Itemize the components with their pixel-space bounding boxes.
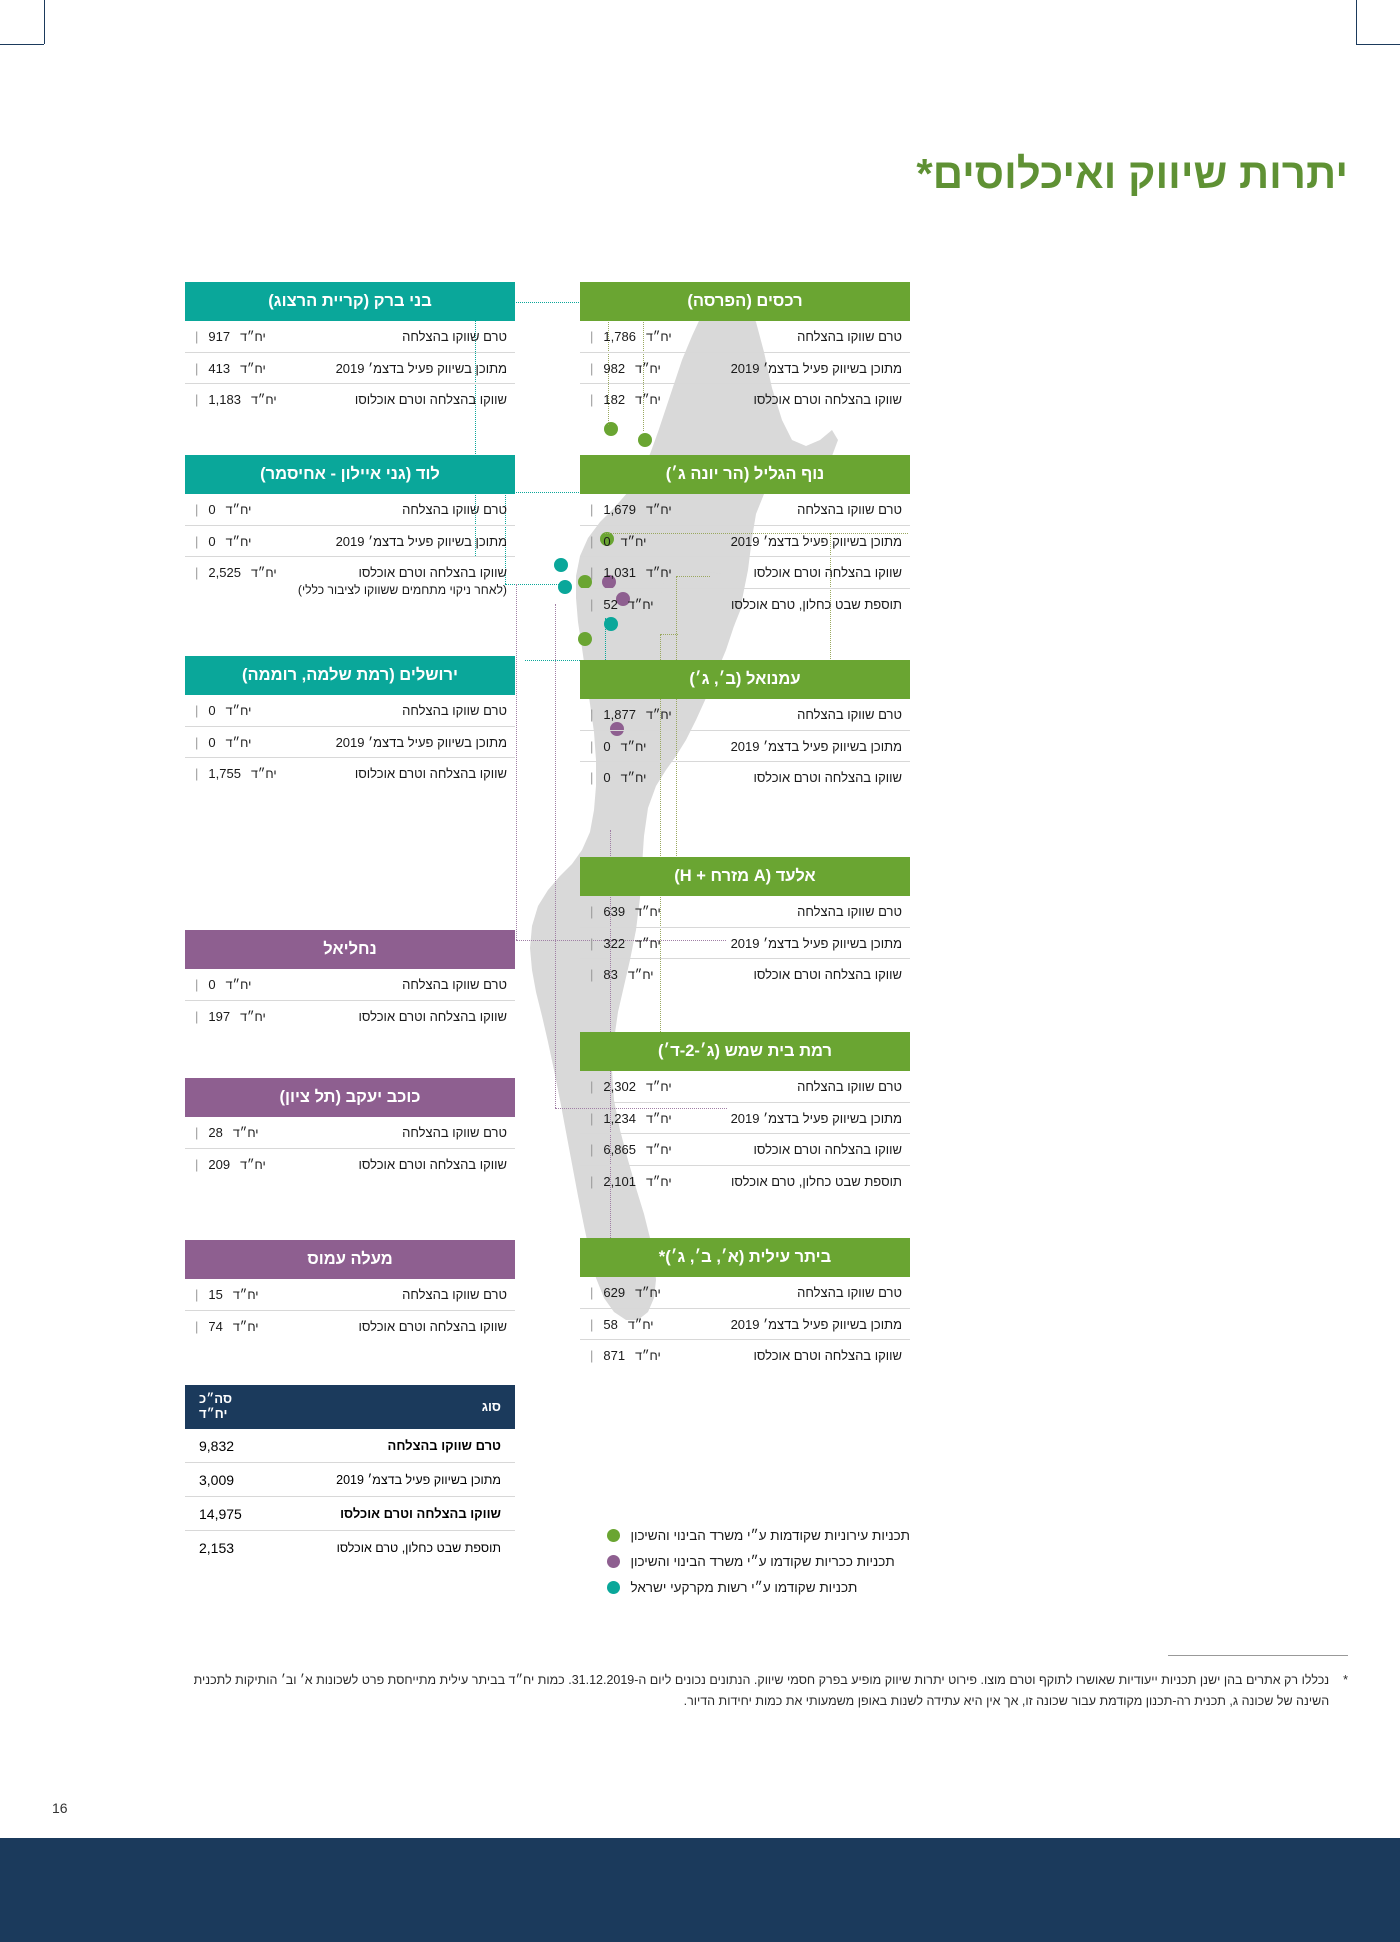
row-unit: יח״ד (250, 393, 277, 408)
card-title: אלעד (A מזרח + H) (580, 857, 910, 896)
row-label: שווקו בהצלחה וטרם אוכלסו (358, 565, 507, 581)
row-separator: | (590, 1316, 594, 1332)
card-title: נוף הגליל (הר יונה ג׳) (580, 455, 910, 494)
card-row (580, 589, 910, 620)
row-separator: | (590, 565, 594, 581)
row-label: תוספת שבט כחלון, טרם אוכלסו (731, 597, 902, 613)
row-number: 1,877 (603, 706, 636, 722)
row-separator: | (195, 976, 199, 992)
map-dot-nof-hagalil (638, 433, 652, 447)
row-separator: | (195, 1008, 199, 1024)
card-lod (185, 455, 515, 604)
row-value (584, 935, 661, 953)
card-nof-hagalil (580, 455, 910, 620)
row-unit: יח״ד (240, 1009, 266, 1024)
card-row (185, 758, 515, 789)
row-number: 15 (208, 1286, 223, 1302)
card-row (580, 494, 910, 526)
summary-header-total-line1: סה״כ (199, 1391, 233, 1406)
card-title: רמת בית שמש (ג׳-2-ד׳) (580, 1032, 910, 1071)
card-row (580, 1166, 910, 1197)
card-row (185, 384, 515, 415)
row-label: תוספת שבט כחלון, טרם אוכלסו (731, 1174, 902, 1190)
row-label: מתוכן בשיווק פעיל בדצמ׳ 2019 (730, 738, 902, 754)
row-label: טרם שווקו בהצלחה (402, 501, 507, 517)
row-number: 917 (208, 328, 231, 344)
row-value (584, 1284, 661, 1302)
card-elad (580, 857, 910, 990)
row-number: 0 (208, 501, 216, 517)
card-row (580, 762, 910, 793)
row-unit: יח״ד (645, 707, 672, 722)
row-unit: יח״ד (232, 1319, 259, 1334)
row-number: 413 (208, 360, 231, 376)
crop-mark-top-left-h (0, 44, 44, 45)
row-number: 58 (603, 1316, 618, 1332)
row-label: שווקו בהצלחה וטרם אוכלסו (753, 1348, 902, 1364)
row-label: טרם שווקו בהצלחה (402, 976, 507, 992)
row-separator: | (195, 1318, 199, 1334)
row-label: טרם שווקו בהצלחה (402, 702, 507, 718)
card-row (185, 695, 515, 727)
card-title: עמנואל (ב׳, ג׳) (580, 660, 910, 699)
row-value (584, 903, 661, 921)
row-separator: | (195, 533, 199, 549)
footer-bar (0, 1838, 1400, 1942)
row-value (189, 328, 266, 346)
card-nachliel (185, 930, 515, 1031)
map-dot-lod (558, 580, 572, 594)
row-value (189, 1318, 259, 1336)
summary-row-label: שווקו בהצלחה וטרם אוכלסו (340, 1506, 501, 1522)
footnote-divider (1168, 1655, 1348, 1656)
row-value (189, 765, 277, 783)
row-label: טרם שווקו בהצלחה (797, 501, 902, 517)
footnote (158, 1655, 1348, 1713)
row-number: 52 (603, 597, 618, 613)
crop-mark-top-right (1356, 0, 1357, 44)
crop-mark-top-right-h (1356, 44, 1400, 45)
row-value (584, 1110, 672, 1128)
map-dot-bnei-brak (554, 558, 568, 572)
summary-header-total-line2: יח״ד (199, 1405, 228, 1421)
row-separator: | (590, 738, 594, 754)
legend-item (607, 1528, 910, 1543)
row-sublabel: (לאחר ניקוי מתחמים ששווקו לציבור כללי) (297, 582, 507, 597)
row-value (189, 564, 277, 582)
row-unit: יח״ד (635, 361, 661, 376)
row-unit: יח״ד (620, 771, 647, 786)
row-value (189, 1008, 266, 1026)
card-title: רכסים (הפרסה) (580, 282, 910, 321)
card-row (185, 353, 515, 385)
card-row (580, 699, 910, 731)
row-label: מתוכן בשיווק פעיל בדצמ׳ 2019 (730, 1110, 902, 1126)
card-row (580, 1134, 910, 1166)
connector-nachliel-v (516, 584, 517, 940)
row-label: טרם שווקו בהצלחה (797, 1078, 902, 1094)
row-number: 2,101 (603, 1174, 636, 1190)
row-label: שווקו בהצלחה וטרם אוכלסו (753, 967, 902, 983)
card-title: מעלה עמוס (185, 1240, 515, 1279)
row-label-wrap (277, 564, 511, 598)
row-value (584, 738, 646, 756)
summary-header (185, 1385, 515, 1429)
summary-row-label: טרם שווקו בהצלחה (387, 1438, 501, 1454)
row-value (584, 596, 654, 614)
row-unit: יח״ד (645, 1175, 672, 1190)
row-unit: יח״ד (645, 1111, 672, 1126)
row-number: 182 (603, 392, 626, 408)
row-separator: | (590, 501, 594, 517)
row-separator: | (195, 702, 199, 718)
card-kochav-yaakov (185, 1078, 515, 1179)
card-row (580, 1071, 910, 1103)
row-separator: | (195, 392, 199, 408)
row-separator: | (590, 328, 594, 344)
card-row (580, 353, 910, 385)
footnote-marker: * (1343, 1673, 1348, 1687)
summary-header-type: סוג (481, 1399, 501, 1415)
row-separator: | (590, 1078, 594, 1094)
row-unit: יח״ד (225, 534, 252, 549)
row-separator: | (590, 1174, 594, 1190)
row-number: 6,865 (603, 1142, 636, 1158)
row-number: 1,234 (603, 1110, 636, 1126)
row-label: מתוכן בשיווק פעיל בדצמ׳ 2019 (730, 533, 902, 549)
row-label: שווקו בהצלחה וטרם אוכלוסו (354, 766, 507, 782)
card-row (580, 959, 910, 990)
card-title: כוכב יעקב (תל ציון) (185, 1078, 515, 1117)
row-unit: יח״ד (627, 968, 654, 983)
row-label: טרם שווקו בהצלחה (797, 1284, 902, 1300)
row-value (189, 976, 251, 994)
legend-dot-green-icon (607, 1529, 620, 1542)
row-unit: יח״ד (645, 1143, 672, 1158)
card-row (580, 1103, 910, 1135)
row-value (584, 706, 672, 724)
row-number: 0 (208, 533, 216, 549)
row-separator: | (590, 1110, 594, 1126)
row-number: 639 (603, 903, 626, 919)
row-separator: | (195, 565, 199, 581)
summary-row-value: 9,832 (199, 1437, 235, 1454)
row-value (584, 769, 646, 787)
summary-table (185, 1385, 515, 1564)
legend-label: תכניות שקודמו ע״י רשות מקרקעי ישראל (630, 1580, 858, 1595)
row-unit: יח״ד (645, 566, 672, 581)
card-title: לוד (גני איילון - אחיסמר) (185, 455, 515, 494)
row-label: מתוכן בשיווק פעיל בדצמ׳ 2019 (335, 360, 507, 376)
summary-row (185, 1497, 515, 1531)
card-row (580, 731, 910, 763)
card-row (580, 1309, 910, 1341)
row-unit: יח״ד (250, 566, 277, 581)
row-separator: | (590, 597, 594, 613)
card-ramat-beit-shemesh (580, 1032, 910, 1197)
summary-row-label: מתוכן בשיווק פעיל בדצמ׳ 2019 (336, 1472, 501, 1487)
page-number: 16 (52, 1800, 68, 1816)
row-value (584, 328, 672, 346)
summary-row-value: 14,975 (199, 1505, 242, 1522)
legend-item (607, 1580, 910, 1595)
row-separator: | (590, 903, 594, 919)
connector-jerusalem-v2 (605, 618, 606, 660)
row-label: טרם שווקו בהצלחה (797, 328, 902, 344)
row-separator: | (590, 706, 594, 722)
row-unit: יח״ד (635, 936, 661, 951)
row-unit: יח״ד (635, 393, 661, 408)
row-value (584, 360, 661, 378)
row-label: שווקו בהצלחה וטרם אוכלסו (358, 1156, 507, 1172)
card-rechasim (580, 282, 910, 415)
row-number: 2,525 (208, 565, 241, 581)
row-number: 83 (603, 967, 618, 983)
row-separator: | (590, 1348, 594, 1364)
summary-row (185, 1463, 515, 1497)
card-row (580, 384, 910, 415)
row-unit: יח״ד (240, 1157, 266, 1172)
row-unit: יח״ד (645, 502, 672, 517)
card-row (185, 1279, 515, 1311)
row-value (189, 734, 251, 752)
row-number: 0 (603, 533, 611, 549)
card-bnei-brak (185, 282, 515, 415)
row-number: 0 (208, 734, 216, 750)
row-label: שווקו בהצלחה וטרם אוכלסו (358, 1318, 507, 1334)
row-value (189, 533, 251, 551)
row-value (189, 1124, 259, 1142)
row-label: שווקו בהצלחה וטרם אוכלסו (358, 1008, 507, 1024)
row-value (584, 1173, 672, 1191)
card-title: בני ברק (קריית הרצוג) (185, 282, 515, 321)
row-label: טרם שווקו בהצלחה (797, 903, 902, 919)
page-title: יתרות שיווק ואיכלוסים* (916, 150, 1348, 197)
row-value (584, 1316, 654, 1334)
card-row (185, 969, 515, 1001)
legend-dot-teal-icon (607, 1581, 620, 1594)
row-separator: | (195, 360, 199, 376)
crop-mark-top-left (44, 0, 45, 44)
row-unit: יח״ד (240, 329, 266, 344)
row-number: 197 (208, 1008, 231, 1024)
card-jerusalem (185, 656, 515, 789)
card-row (185, 1311, 515, 1342)
card-row (580, 526, 910, 558)
row-unit: יח״ד (627, 1317, 654, 1332)
row-value (189, 360, 266, 378)
row-value (584, 1141, 672, 1159)
card-row (185, 1117, 515, 1149)
row-label: שווקו בהצלחה וטרם אוכלסו (753, 770, 902, 786)
card-maale-amos (185, 1240, 515, 1341)
row-number: 871 (603, 1348, 626, 1364)
row-number: 2,302 (603, 1078, 636, 1094)
row-label: מתוכן בשיווק פעיל בדצמ׳ 2019 (730, 935, 902, 951)
row-unit: יח״ד (620, 739, 647, 754)
row-separator: | (590, 1142, 594, 1158)
card-row (185, 557, 515, 604)
row-separator: | (195, 501, 199, 517)
row-unit: יח״ד (620, 534, 647, 549)
row-value (584, 1078, 672, 1096)
row-unit: יח״ד (225, 977, 252, 992)
row-value (189, 702, 251, 720)
row-separator: | (590, 967, 594, 983)
map-dot-ramat-beit-shemesh (578, 632, 592, 646)
map-dot-rechasim (604, 422, 618, 436)
summary-row (185, 1531, 515, 1564)
row-label: שווקו בהצלחה וטרם אוכלסו (753, 392, 902, 408)
summary-row-value: 2,153 (199, 1539, 235, 1556)
card-row (185, 321, 515, 353)
row-label: מתוכן בשיווק פעיל בדצמ׳ 2019 (335, 533, 507, 549)
row-value (584, 501, 672, 519)
row-label: טרם שווקו בהצלחה (402, 1124, 507, 1140)
row-label: טרם שווקו בהצלחה (402, 1286, 507, 1302)
row-unit: יח״ד (635, 1285, 661, 1300)
row-number: 0 (603, 770, 611, 786)
card-row (580, 896, 910, 928)
row-value (189, 391, 277, 409)
row-separator: | (590, 1284, 594, 1300)
row-label: שווקו בהצלחה וטרם אוכלסו (753, 1142, 902, 1158)
row-unit: יח״ד (645, 1079, 672, 1094)
legend-dot-purple-icon (607, 1555, 620, 1568)
row-number: 1,679 (603, 501, 636, 517)
row-value (584, 533, 646, 551)
footnote-body (158, 1670, 1348, 1713)
legend-item (607, 1554, 910, 1569)
row-number: 1,786 (603, 328, 636, 344)
row-separator: | (195, 1124, 199, 1140)
row-label: טרם שווקו בהצלחה (402, 328, 507, 344)
row-unit: יח״ד (225, 502, 252, 517)
row-unit: יח״ד (250, 767, 277, 782)
row-unit: יח״ד (627, 598, 654, 613)
card-row (185, 526, 515, 558)
row-value (584, 391, 661, 409)
row-value (189, 501, 251, 519)
card-title: ביתר עילית (א׳, ב׳, ג׳)* (580, 1238, 910, 1277)
row-separator: | (590, 770, 594, 786)
row-number: 1,031 (603, 565, 636, 581)
row-separator: | (590, 392, 594, 408)
row-number: 74 (208, 1318, 223, 1334)
row-number: 0 (603, 738, 611, 754)
card-title: נחליאל (185, 930, 515, 969)
row-separator: | (590, 360, 594, 376)
card-row (185, 1001, 515, 1032)
row-label: שווקו בהצלחה וטרם אוכלסו (753, 565, 902, 581)
row-label: מתוכן בשיווק פעיל בדצמ׳ 2019 (730, 360, 902, 376)
row-separator: | (590, 533, 594, 549)
summary-row-label: תוספת שבט כחלון, טרם אוכלסו (336, 1540, 501, 1555)
row-label: שווקו בהצלחה וטרם אוכלוסו (354, 392, 507, 408)
row-separator: | (195, 1286, 199, 1302)
row-value (584, 1347, 661, 1365)
row-separator: | (590, 935, 594, 951)
row-label: מתוכן בשיווק פעיל בדצמ׳ 2019 (335, 734, 507, 750)
row-value (189, 1286, 259, 1304)
row-number: 0 (208, 976, 216, 992)
summary-row-value: 3,009 (199, 1471, 235, 1488)
card-row (580, 321, 910, 353)
summary-header-total (199, 1392, 232, 1422)
row-number: 982 (603, 360, 626, 376)
row-value (584, 966, 654, 984)
card-beitar-illit (580, 1238, 910, 1371)
row-unit: יח״ד (232, 1287, 259, 1302)
row-number: 629 (603, 1284, 626, 1300)
summary-row (185, 1429, 515, 1463)
row-separator: | (195, 1156, 199, 1172)
legend-label: תכניות ככריות שקודמו ע״י משרד הבינוי והשיכון (630, 1554, 895, 1569)
row-unit: יח״ד (232, 1125, 259, 1140)
row-unit: יח״ד (225, 735, 252, 750)
card-row (580, 1340, 910, 1371)
card-emmanuel (580, 660, 910, 793)
footnote-text: נכללו רק אתרים בהן ישנן תכניות ייעודיות שאושרו לתוקף וטרם מוצו. פירוט יתרות שיווק מופיע בפרק חסמי שיווק. הנתונים נכונים ליום ה-31.12.2019. כמות יח״ד בביתר עילית מתייחסת פרט לשכונות א׳ וב׳ הותיקות לתכנית השינה של שכונה ג, תכנית רה-תכנון מקודמת עבור שכונה זו, אך אין היא עתידה לשנות באופן משמעותי את כמות יחידות הדיור. (193, 1673, 1330, 1709)
row-number: 28 (208, 1124, 223, 1140)
row-unit: יח״ד (635, 904, 661, 919)
map-legend (607, 1528, 910, 1606)
row-unit: יח״ד (635, 1349, 661, 1364)
row-value (584, 564, 672, 582)
card-row (580, 928, 910, 960)
row-unit: יח״ד (225, 703, 252, 718)
card-row (185, 494, 515, 526)
row-separator: | (195, 328, 199, 344)
row-label: טרם שווקו בהצלחה (797, 706, 902, 722)
row-number: 1,755 (208, 766, 241, 782)
row-unit: יח״ד (645, 329, 672, 344)
row-unit: יח״ד (240, 361, 266, 376)
row-value (189, 1156, 266, 1174)
card-title: ירושלים (רמת שלמה, רוממה) (185, 656, 515, 695)
row-number: 322 (603, 935, 626, 951)
card-row (580, 557, 910, 589)
card-row (185, 1149, 515, 1180)
row-number: 1,183 (208, 392, 241, 408)
row-label: מתוכן בשיווק פעיל בדצמ׳ 2019 (730, 1316, 902, 1332)
row-separator: | (195, 766, 199, 782)
legend-label: תכניות עירוניות שקודמות ע״י משרד הבינוי והשיכון (630, 1528, 910, 1543)
row-number: 209 (208, 1156, 231, 1172)
row-number: 0 (208, 702, 216, 718)
card-row (580, 1277, 910, 1309)
card-row (185, 727, 515, 759)
row-separator: | (195, 734, 199, 750)
connector-rbs-h (660, 634, 678, 635)
connector-kochav-yaakov-v (555, 604, 556, 1108)
